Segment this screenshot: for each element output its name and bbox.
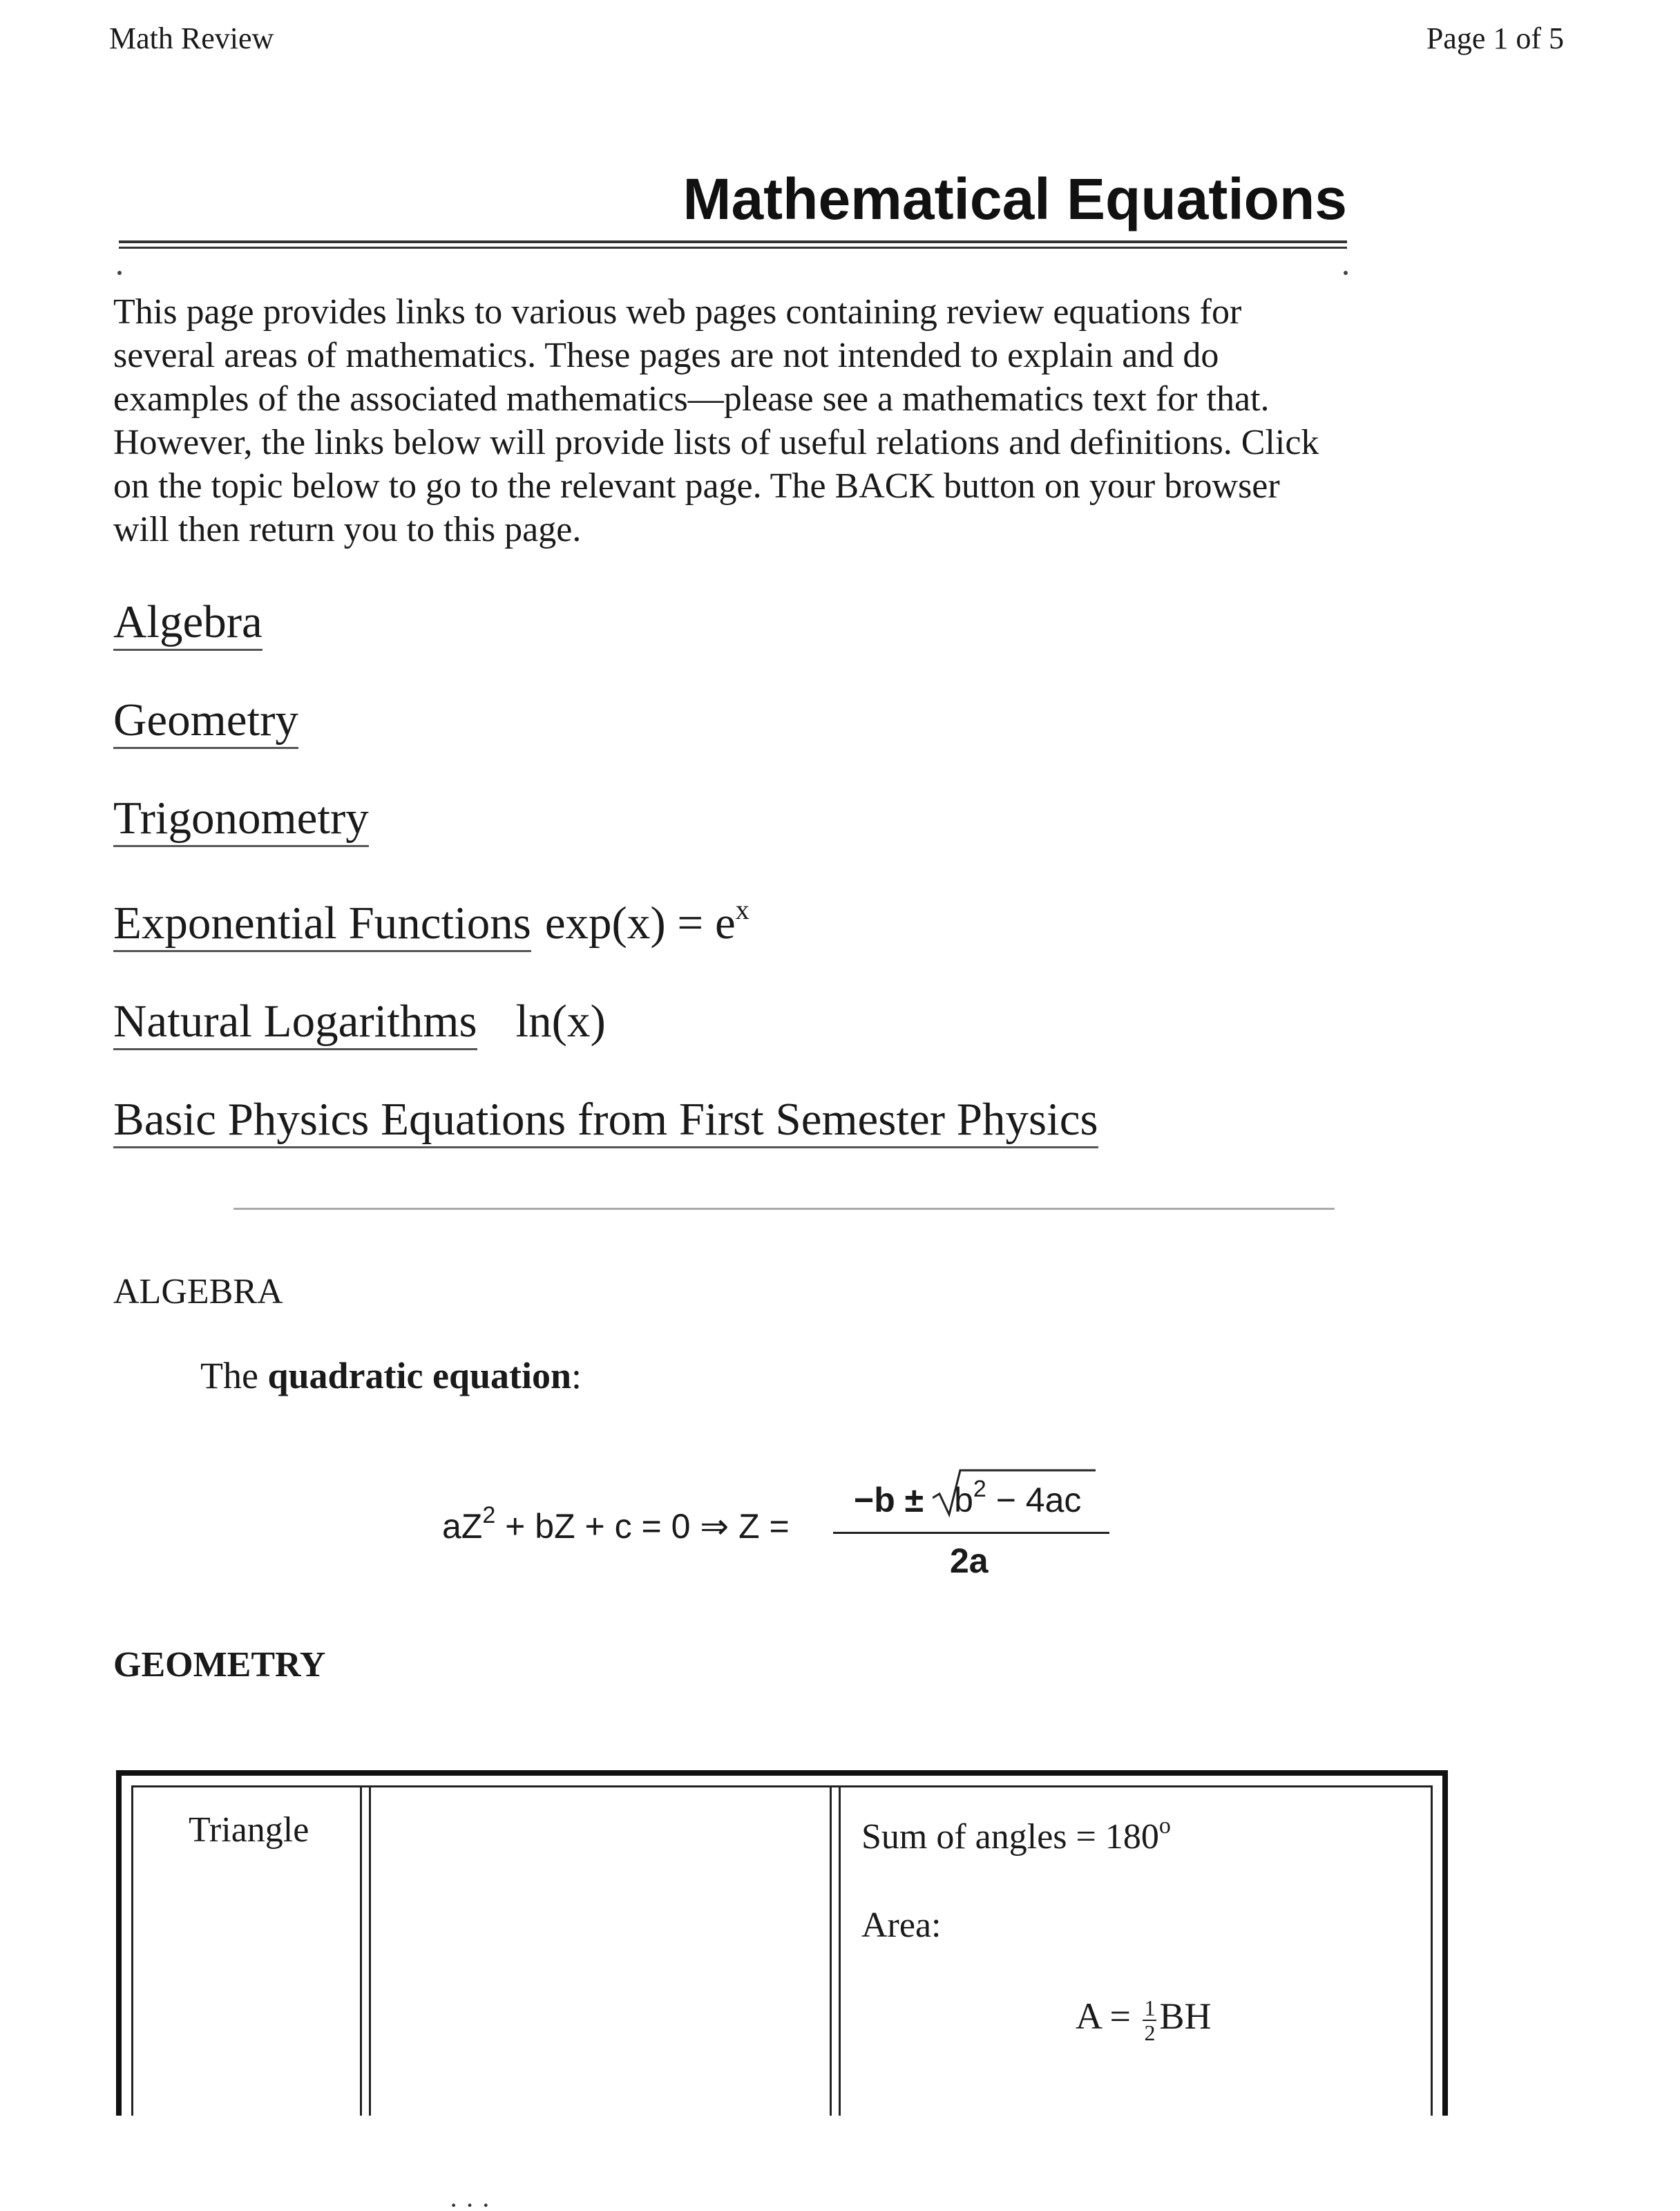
intro-paragraph xyxy=(113,290,1495,551)
link-row-exponential xyxy=(113,894,750,950)
link-row-trigonometry xyxy=(113,792,369,845)
link-natural-logarithms[interactable]: Natural Logarithms xyxy=(113,996,477,1050)
cut-off-text: · · · xyxy=(449,2190,490,2211)
algebra-heading: ALGEBRA xyxy=(113,1272,283,1311)
exp-formula: $\exp(x) = e^x$ xyxy=(544,894,750,949)
decorative-dot xyxy=(1344,271,1348,275)
link-trigonometry[interactable]: Trigonometry xyxy=(113,793,369,847)
geometry-heading: GEOMETRY xyxy=(113,1645,326,1685)
intro-line: However, the links below will provide lists of useful relations and definitions. Click xyxy=(113,423,1319,462)
geometry-table xyxy=(116,1770,1448,2116)
title-rule-bottom xyxy=(119,247,1347,249)
decorative-dot xyxy=(117,271,122,275)
fraction-bar xyxy=(833,1532,1109,1534)
link-geometry[interactable]: Geometry xyxy=(113,694,298,749)
link-row-algebra xyxy=(113,596,262,649)
half-fraction: $\frac{1}{2}$ xyxy=(1144,1995,1156,2045)
geometry-table-inner xyxy=(131,1785,1433,2116)
link-algebra[interactable]: Algebra xyxy=(113,596,262,651)
running-header-left: Math Review xyxy=(109,21,274,55)
intro-line: examples of the associated mathematics—please see a mathematics text for that. xyxy=(113,379,1270,419)
link-row-geometry xyxy=(113,694,298,747)
intro-line: This page provides links to various web pages containing review equations for xyxy=(113,292,1242,332)
area-formula: A = $\frac{1}{2}$ BH xyxy=(1076,1995,1212,2045)
formula-lhs: $aZ^2$ + bZ + c = 0 ⇒ Z = xyxy=(442,1502,790,1546)
area-label: Area: xyxy=(861,1906,942,1945)
ln-formula: ln(x) xyxy=(515,996,606,1047)
formula-denominator: 2a xyxy=(950,1541,989,1580)
section-divider xyxy=(233,1208,1335,1210)
intro-line: will then return you to this page. xyxy=(113,510,582,549)
link-row-logarithms xyxy=(113,995,606,1048)
table-cell-formulas xyxy=(839,1787,1433,2116)
title-rule-top xyxy=(119,240,1347,243)
page-number: Page 1 of 5 xyxy=(1426,21,1564,55)
intro-line: several areas of mathematics. These pages are not intended to explain and do xyxy=(113,336,1219,375)
table-cell-shape xyxy=(131,1787,362,2116)
quadratic-label: The quadratic equation: xyxy=(200,1355,582,1396)
page-title: Mathematical Equations xyxy=(682,167,1347,231)
link-row-physics xyxy=(113,1093,1098,1146)
square-root-sign xyxy=(933,1469,1096,1517)
link-exponential-functions[interactable]: Exponential Functions xyxy=(113,898,531,952)
shape-name: Triangle xyxy=(189,1810,309,1850)
quadratic-formula xyxy=(442,1444,1133,1582)
formula-numerator: $-b \pm b^2 - 4ac$ xyxy=(854,1476,1082,1519)
sum-of-angles: Sum of angles = $180^o$ xyxy=(861,1813,1171,1857)
link-basic-physics-equations[interactable]: Basic Physics Equations from First Semester Physics xyxy=(113,1094,1098,1148)
table-cell-figure xyxy=(369,1787,832,2116)
intro-line: on the topic below to go to the relevant page. The BACK button on your browser xyxy=(113,466,1280,506)
